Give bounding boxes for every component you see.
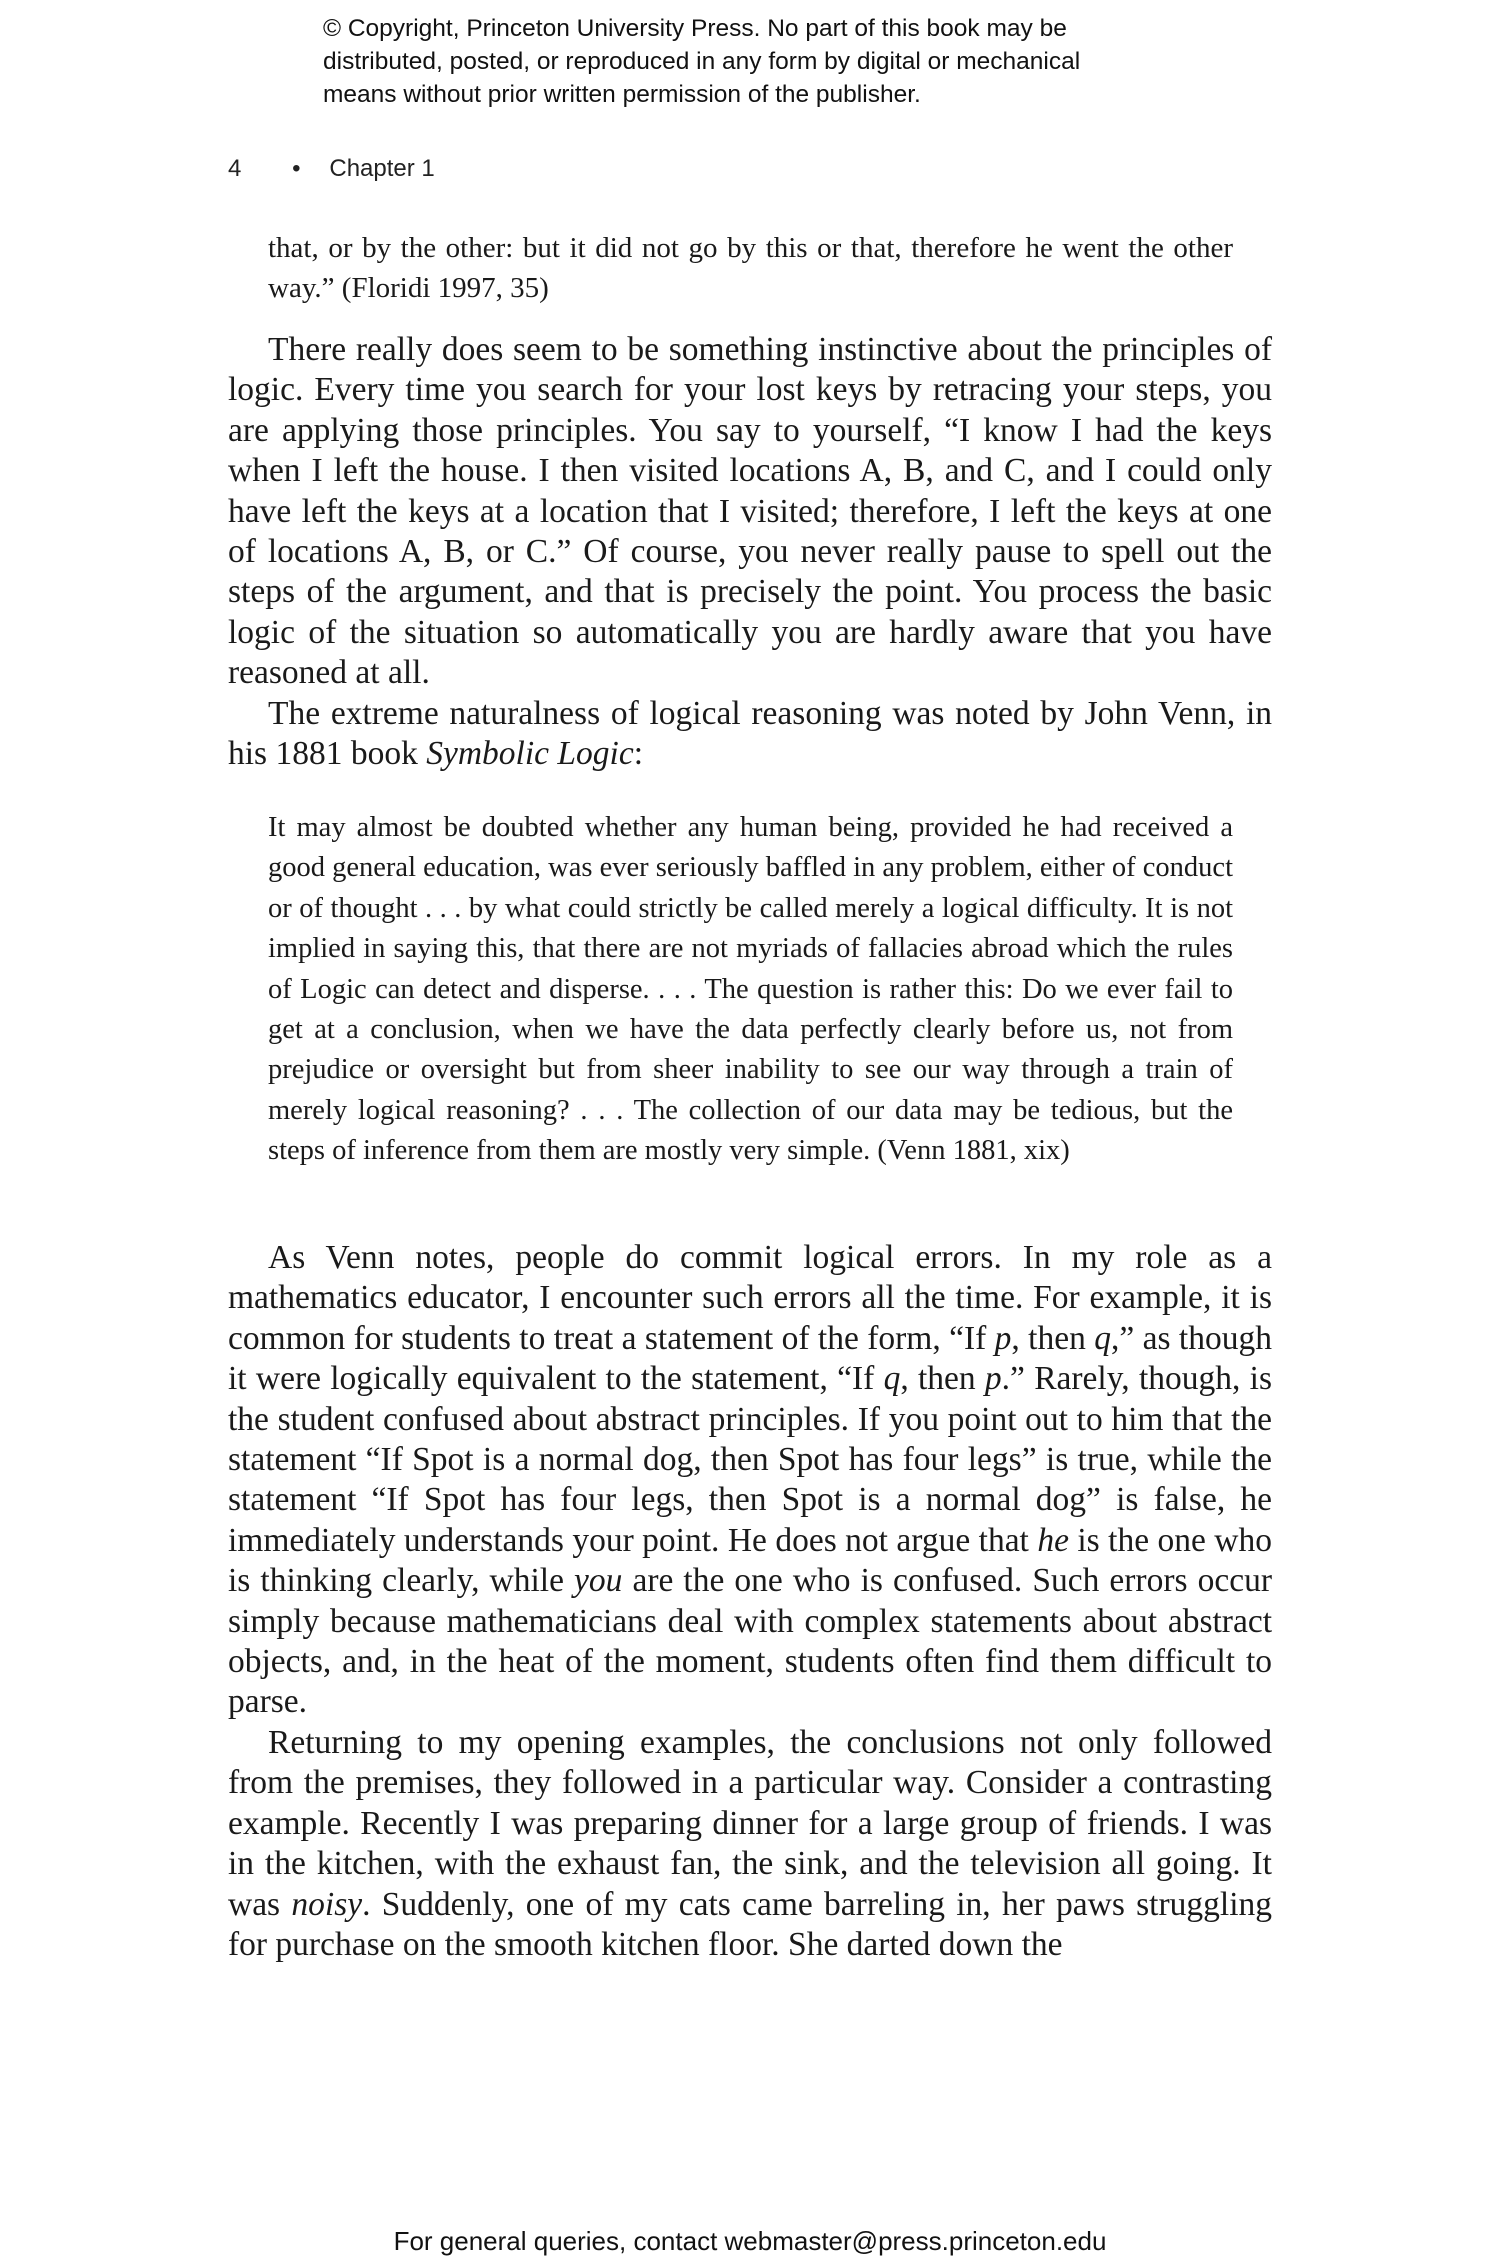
chapter-label: Chapter 1 <box>329 155 435 182</box>
copyright-line: means without prior written permission of the publisher. <box>323 81 921 108</box>
block-quote-floridi <box>268 228 1233 309</box>
bullet-separator: • <box>292 155 301 182</box>
quote-text: that, or by the other: but it did not go by this or that, therefore he went the other way.” (Floridi 1997, 35) <box>268 232 1233 305</box>
paragraph: As Venn notes, people do commit logical errors. In my role as a mathematics educator, I encounter such errors all the time. For example, it is common for students to treat a statement of the form, “If p, then q,” as though it were logically equivalent to the statement, “If q, then p.” Rarely, though, is the student confused about abstract principles. If you point out to him that the statement “If Spot is a normal dog, then Spot has four legs” is true, while the statement “If Spot has four legs, then Spot is a normal dog” is false, he immediately understands your point. He does not argue that he is the one who is thinking clearly, while you are the one who is confused. Such errors occur simply because mathematicians deal with complex statements about abstract objects, and, in the heat of the moment, students often find them difficult to parse. <box>228 1239 1273 1721</box>
page-number: 4 <box>228 155 242 182</box>
copyright-line: distributed, posted, or reproduced in any form by digital or mechanical <box>323 48 1081 75</box>
block-quote-venn <box>268 808 1233 1172</box>
body-section-1 <box>228 330 1272 774</box>
copyright-notice <box>323 12 1203 111</box>
body-section-2 <box>228 1238 1272 1965</box>
paragraph: The extreme naturalness of logical reasoning was noted by John Venn, in his 1881 book Symbolic Logic: <box>228 694 1272 773</box>
paragraph: There really does seem to be something instinctive about the principles of logic. Every time you search for your lost keys by retracing your steps, you are applying those principles. You say to yourself, “I know I had the keys when I left the house. I then visited locations A, B, and C, and I could only have left the keys at a location that I visited; therefore, I left the keys at one of locations A, B, or C.” Of course, you never really pause to spell out the steps of the argument, and that is precisely the point. You process the basic logic of the situation so automatically you are hardly aware that you have reasoned at all. <box>228 331 1272 692</box>
running-head <box>228 155 435 183</box>
quote-text: It may almost be doubted whether any human being, provided he had received a good general education, was ever seriously baffled in any problem, either of conduct or of thought . . . by what could strictly be called merely a logical difficulty. It is not implied in saying this, that there are not myriads of fallacies abroad which the rules of Logic can detect and disperse. . . . The question is rather this: Do we ever fail to get at a conclusion, when we have the data perfectly clearly before us, not from prejudice or oversight but from sheer inability to see our way through a train of merely logical reasoning? . . . The collection of our data may be tedious, but the steps of inference from them are mostly very simple. (Venn 1881, xix) <box>268 812 1233 1167</box>
paragraph: Returning to my opening examples, the conclusions not only followed from the premises, they followed in a particular way. Consider a contrasting example. Recently I was preparing dinner for a large group of friends. I was in the kitchen, with the exhaust fan, the sink, and the television all going. It was noisy. Suddenly, one of my cats came barreling in, her paws struggling for purchase on the smooth kitchen floor. She darted down the <box>228 1723 1272 1963</box>
footer-contact: For general queries, contact webmaster@press.princeton.edu <box>393 2226 1107 2256</box>
copyright-line: © Copyright, Princeton University Press. No part of this book may be <box>323 15 1067 42</box>
book-title: Symbolic Logic <box>426 735 634 773</box>
